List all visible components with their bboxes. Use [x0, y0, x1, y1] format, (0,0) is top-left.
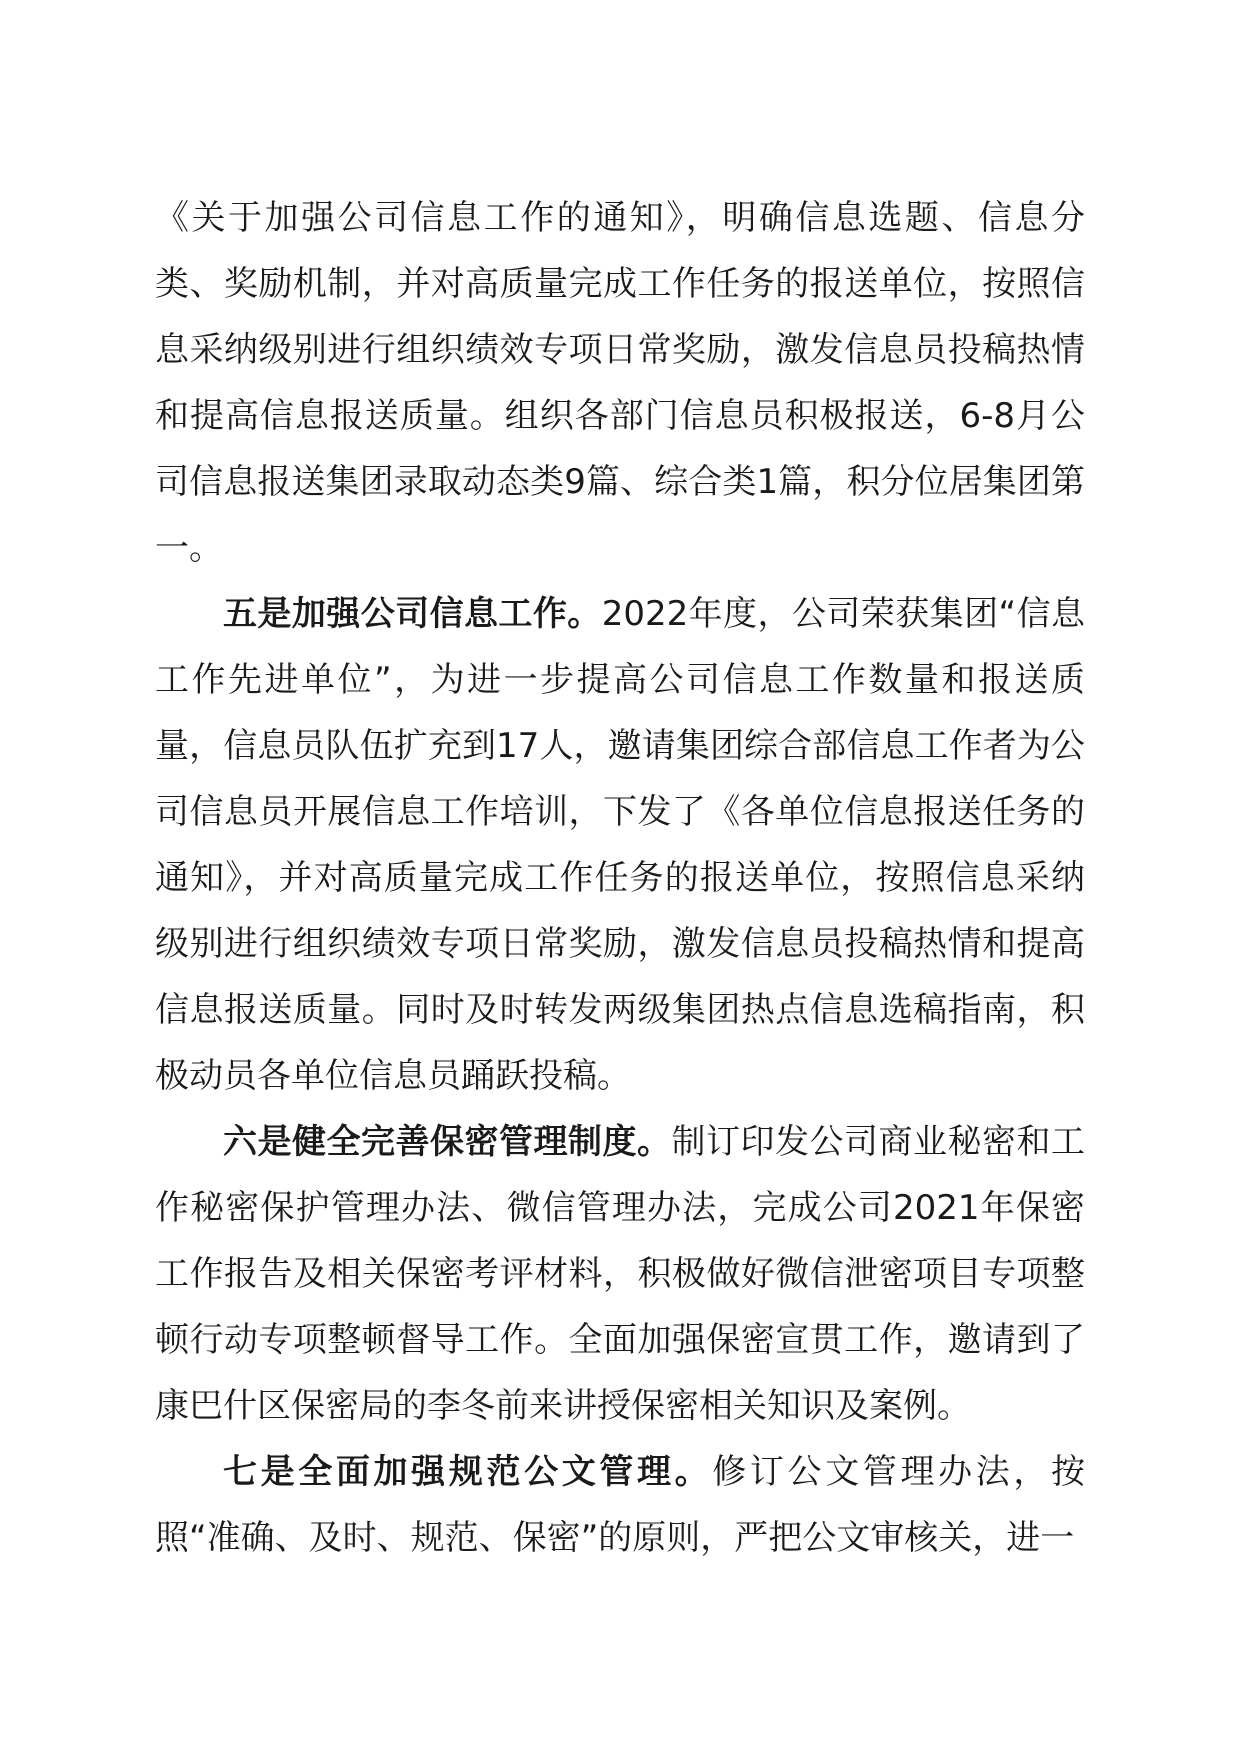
paragraph-lead: 六是健全完善保密管理制度。	[223, 1122, 672, 1162]
paragraph-text: 《关于加强公司信息工作的通知》，明确信息选题、信息分类、奖励机制，并对高质量完成工作任务的报送单位，按照信息采纳级别进行组织绩效专项日常奖励，激发信息员投稿热情和提高信息报送质量。组织各部门信息员积极报送，6-8月公司信息报送集团录取动态类9篇、综合类1篇，积分位居集团第一。	[155, 198, 1085, 568]
paragraph-lead: 七是全面加强规范公文管理。	[223, 1452, 713, 1492]
paragraph-lead: 五是加强公司信息工作。	[223, 594, 602, 634]
paragraph-item-six	[155, 1109, 1085, 1439]
paragraph-item-five	[155, 581, 1085, 1109]
paragraph-info-notice	[155, 185, 1085, 581]
paragraph-text: 制订印发公司商业秘密和工作秘密保护管理办法、微信管理办法，完成公司2021年保密工作报告及相关保密考评材料，积极做好微信泄密项目专项整顿行动专项整顿督导工作。全面加强保密宣贯工作，邀请到了康巴什区保密局的李冬前来讲授保密相关知识及案例。	[155, 1122, 1085, 1426]
paragraph-item-seven	[155, 1439, 1085, 1571]
document-page	[155, 185, 1085, 1571]
paragraph-text: 修订公文管理办法，按照“准确、及时、规范、保密”的原则，严把公文审核关，进一	[155, 1452, 1086, 1558]
paragraph-text: 2022年度，公司荣获集团“信息工作先进单位”，为进一步提高公司信息工作数量和报送质量，信息员队伍扩充到17人，邀请集团综合部信息工作者为公司信息员开展信息工作培训，下发了《各单位信息报送任务的通知》，并对高质量完成工作任务的报送单位，按照信息采纳级别进行组织绩效专项日常奖励，激发信息员投稿热情和提高信息报送质量。同时及时转发两级集团热点信息选稿指南，积极动员各单位信息员踊跃投稿。	[155, 594, 1085, 1096]
